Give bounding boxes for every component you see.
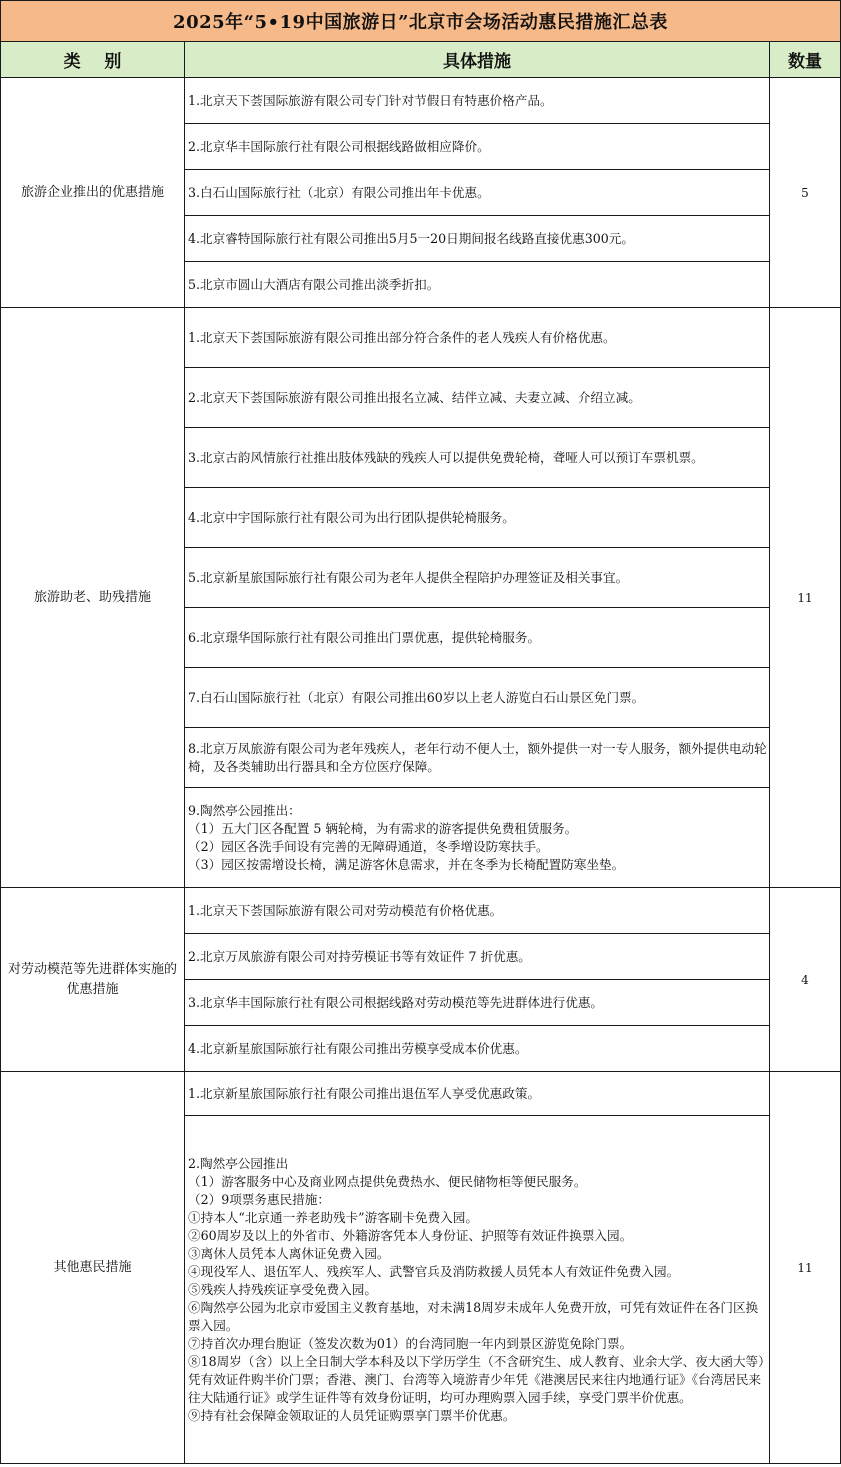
count-cell: 5	[770, 78, 841, 308]
header-count: 数量	[770, 42, 841, 78]
table-title: 2025年“5•19中国旅游日”北京市会场活动惠民措施汇总表	[1, 1, 841, 42]
measure-item: 2.陶然亭公园推出 （1）游客服务中心及商业网点提供免费热水、便民储物柜等便民服务。 （2）9项票务惠民措施： ①持本人“北京通一养老助残卡”游客刷卡免费入园。 ②60周岁及以上的外省市、外籍游客凭本人身份证、护照等有效证件换票入园。 ③离休人员凭本人离休证免费入园。 ④现役军人、退伍军人、残疾军人、武警官兵及消防救援人员凭本人有效证件免费入园。 ⑤残疾人持残疾证享受免费入园。 ⑥陶然亭公园为北京市爱国主义教育基地，对未满18周岁未成年人免费开放，可凭有效证件在各门区换票入园。 ⑦持首次办理台胞证（签发次数为01）的台湾同胞一年内到景区游览免除门票。 ⑧18周岁（含）以上全日制大学本科及以下学历学生（不含研究生、成人教育、业余大学、夜大函大等）凭有效证件购半价门票；香港、澳门、台湾等入境游青少年凭《港澳居民来往内地通行证》《台湾居民来往大陆通行证》或学生证件等有效身份证明，均可办理购票入园手续，享受门票半价优惠。 ⑨持有社会保障金领取证的人员凭证购票享门票半价优惠。	[185, 1116, 770, 1464]
measure-item: 2.北京万凤旅游有限公司对持劳模证书等有效证件 7 折优惠。	[185, 934, 770, 980]
measure-item: 3.北京华丰国际旅行社有限公司根据线路对劳动模范等先进群体进行优惠。	[185, 980, 770, 1026]
header-measures: 具体措施	[185, 42, 770, 78]
measure-item: 4.北京新星旅国际旅行社有限公司推出劳模享受成本价优惠。	[185, 1026, 770, 1072]
header-category: 类 别	[1, 42, 185, 78]
measure-item: 5.北京新星旅国际旅行社有限公司为老年人提供全程陪护办理签证及相关事宜。	[185, 548, 770, 608]
count-cell: 4	[770, 888, 841, 1072]
category-cell: 旅游助老、助残措施	[1, 308, 185, 888]
measure-item: 5.北京市圆山大酒店有限公司推出淡季折扣。	[185, 262, 770, 308]
category-cell: 其他惠民措施	[1, 1072, 185, 1464]
measure-item: 1.北京天下荟国际旅游有限公司对劳动模范有价格优惠。	[185, 888, 770, 934]
measure-item: 3.北京古韵风情旅行社推出肢体残缺的残疾人可以提供免费轮椅，聋哑人可以预订车票机票。	[185, 428, 770, 488]
header-row	[1, 42, 841, 78]
measure-item: 2.北京天下荟国际旅游有限公司推出报名立减、结伴立减、夫妻立减、介绍立减。	[185, 368, 770, 428]
category-cell: 旅游企业推出的优惠措施	[1, 78, 185, 308]
measure-item: 2.北京华丰国际旅行社有限公司根据线路做相应降价。	[185, 124, 770, 170]
measure-item: 1.北京新星旅国际旅行社有限公司推出退伍军人享受优惠政策。	[185, 1072, 770, 1116]
measure-item: 7.白石山国际旅行社（北京）有限公司推出60岁以上老人游览白石山景区免门票。	[185, 668, 770, 728]
count-cell: 11	[770, 1072, 841, 1464]
measure-item: 3.白石山国际旅行社（北京）有限公司推出年卡优惠。	[185, 170, 770, 216]
measure-item: 4.北京睿特国际旅行社有限公司推出5月5一20日期间报名线路直接优惠300元。	[185, 216, 770, 262]
count-cell: 11	[770, 308, 841, 888]
measure-item: 9.陶然亭公园推出： （1）五大门区各配置 5 辆轮椅，为有需求的游客提供免费租赁服务。 （2）园区各洗手间设有完善的无障碍通道，冬季增设防寒扶手。 （3）园区按需增设长椅，满足游客休息需求，并在冬季为长椅配置防寒坐垫。	[185, 788, 770, 888]
category-cell: 对劳动模范等先进群体实施的优惠措施	[1, 888, 185, 1072]
measure-item: 4.北京中宇国际旅行社有限公司为出行团队提供轮椅服务。	[185, 488, 770, 548]
measure-item: 6.北京璟华国际旅行社有限公司推出门票优惠，提供轮椅服务。	[185, 608, 770, 668]
measure-item: 1.北京天下荟国际旅游有限公司专门针对节假日有特惠价格产品。	[185, 78, 770, 124]
measure-item: 1.北京天下荟国际旅游有限公司推出部分符合条件的老人残疾人有价格优惠。	[185, 308, 770, 368]
measure-item: 8.北京万凤旅游有限公司为老年残疾人，老年行动不便人士，额外提供一对一专人服务，额外提供电动轮椅，及各类辅助出行器具和全方位医疗保障。	[185, 728, 770, 788]
